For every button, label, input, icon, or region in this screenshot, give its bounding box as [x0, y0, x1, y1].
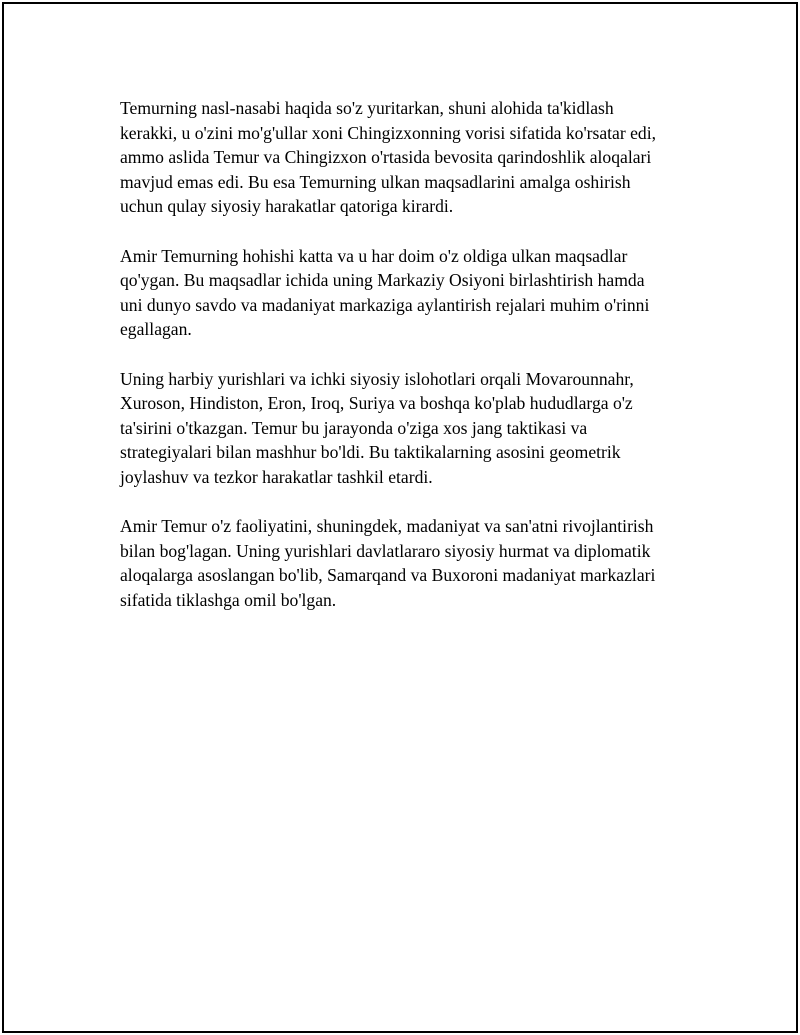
paragraph-1: Temurning nasl-nasabi haqida so'z yuritarkan, shuni alohida ta'kidlash kerakki, u o'zini mo'g'ullar xoni Chingizxonning vorisi sifatida ko'rsatar edi, ammo aslida Temur va Chingizxon o'rtasida bevosita qarindoshlik aloqalari mavjud emas edi. Bu esa Temurning ulkan maqsadlarini amalga oshirish uchun qulay siyosiy harakatlar qatoriga kirardi. — [120, 98, 656, 217]
paragraph-3: Uning harbiy yurishlari va ichki siyosiy islohotlari orqali Movarounnahr, Xuroson, Hindiston, Eron, Iroq, Suriya va boshqa ko'plab hududlarga o'z ta'sirini o'tkazgan. Temur bu jarayonda o'ziga xos jang taktikasi va strategiyalari bilan mashhur bo'ldi. Bu taktikalarning asosini geometrik joylashuv va tezkor harakatlar tashkil etardi. — [120, 368, 634, 487]
document-body — [120, 96, 690, 637]
document-page — [2, 2, 798, 1033]
paragraph-4: Amir Temur o'z faoliyatini, shuningdek, madaniyat va san'atni rivojlantirish bilan bog'lagan. Uning yurishlari davlatlararo siyosiy hurmat va diplomatik aloqalarga asoslangan bo'lib, Samarqand va Buxoroni madaniyat markazlari sifatida tiklashga omil bo'lgan. — [120, 516, 656, 610]
paragraph-2: Amir Temurning hohishi katta va u har doim o'z oldiga ulkan maqsadlar qo'ygan. Bu maqsadlar ichida uning Markaziy Osiyoni birlashtirish hamda uni dunyo savdo va madaniyat markaziga aylantirish rejalari muhim o'rinni egallagan. — [120, 245, 650, 340]
